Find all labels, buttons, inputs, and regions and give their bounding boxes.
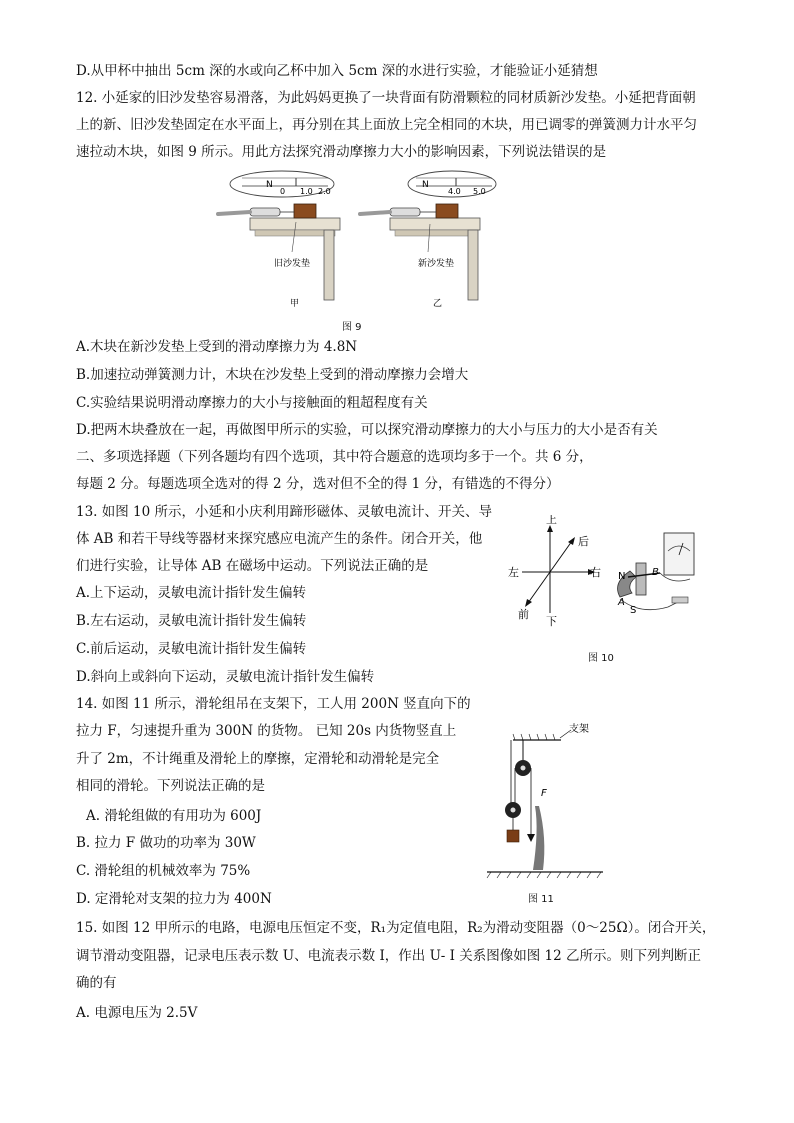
q14-stem-line2: 拉力 F，匀速提升重为 300N 的货物。 已知 20s 内货物竖直上	[76, 723, 457, 739]
q14-option-d: D. 定滑轮对支架的拉力为 400N	[76, 891, 272, 907]
fig10-right: 右	[590, 566, 601, 579]
q13-stem-line3: 们进行实验，让导体 AB 在磁场中运动。下列说法正确的是	[76, 558, 429, 574]
q15-option-a: A. 电源电压为 2.5V	[76, 1005, 198, 1021]
q13-stem-line1: 13. 如图 10 所示，小延和小庆利用蹄形磁体、灵敏电流计、开关、导	[76, 504, 493, 520]
q14-stem-line1: 14. 如图 11 所示，滑轮组吊在支架下，工人用 200N 竖直向下的	[76, 696, 471, 712]
q14-option-c: C. 滑轮组的机械效率为 75%	[76, 863, 251, 879]
fig9-right-pad-label: 新沙发垫	[418, 259, 455, 269]
fig9-right-tick-1: 4.0	[448, 187, 461, 196]
fig9-left-tick-2: 2.0	[318, 187, 331, 196]
fig11-support-label: 支架	[569, 724, 589, 735]
fig9-left-pad-label: 旧沙发垫	[274, 259, 311, 269]
section2-scoring: 每题 2 分。每题选项全选对的得 2 分，选对但不全的得 1 分，有错选的不得分）	[76, 476, 560, 492]
fig10-n: N	[618, 571, 626, 582]
q14-option-b: B. 拉力 F 做功的功率为 30W	[76, 835, 256, 851]
figure-10	[500, 515, 710, 640]
q12-stem-line2: 上的新、旧沙发垫固定在水平面上，再分别在其上面放上完全相同的木块，用已调零的弹簧测力计水平匀	[76, 117, 697, 133]
q12-option-c: C.实验结果说明滑动摩擦力的大小与接触面的粗超程度有关	[76, 395, 428, 411]
q13-option-d: D.斜向上或斜向下运动，灵敏电流计指针发生偏转	[76, 669, 375, 685]
q13-option-c: C.前后运动，灵敏电流计指针发生偏转	[76, 641, 307, 657]
q15-stem-line1: 15. 如图 12 甲所示的电路，电源电压恒定不变，R₁为定值电阻，R₂为滑动变阻器（0～25Ω）。闭合开关，	[76, 920, 716, 936]
fig9-right-setup	[360, 171, 496, 309]
fig9-left-setup	[218, 171, 340, 309]
figure-11-caption: 图 11	[528, 894, 554, 905]
figure-9	[200, 166, 500, 316]
section2-heading: 二、多项选择题（下列各题均有四个选项，其中符合题意的选项均多于一个。共 6 分，	[76, 449, 593, 465]
q13-stem-line2: 体 AB 和若干导线等器材来探究感应电流产生的条件。闭合开关，他	[76, 531, 483, 547]
q11-option-d: D.从甲杯中抽出 5cm 深的水或向乙杯中加入 5cm 深的水进行实验，才能验证小延猜想	[76, 63, 598, 79]
q12-option-d: D.把两木块叠放在一起，再做图甲所示的实验，可以探究滑动摩擦力的大小与压力的大小是否有关	[76, 422, 658, 438]
q15-stem-line3: 确的有	[76, 975, 117, 991]
q12-option-a: A.木块在新沙发垫上受到的滑动摩擦力为 4.8N	[76, 339, 358, 355]
fig10-a: A	[618, 597, 625, 608]
q13-option-b: B.左右运动，灵敏电流计指针发生偏转	[76, 613, 307, 629]
fig11-force-label: F	[541, 788, 547, 799]
fig9-right-unit: N	[422, 180, 429, 190]
figure-11	[485, 720, 605, 895]
fig10-left: 左	[508, 566, 519, 579]
q12-stem-line1: 12. 小延家的旧沙发垫容易滑落，为此妈妈更换了一块背面有防滑颗粒的同材质新沙发垫。小延把背面朝	[76, 90, 696, 106]
fig10-back: 后	[578, 535, 589, 548]
fig9-left-unit: N	[266, 180, 273, 190]
q14-option-a: A. 滑轮组做的有用功为 600J	[86, 808, 262, 824]
fig10-b: B	[652, 567, 659, 578]
q12-stem-line3: 速拉动木块，如图 9 所示。用此方法探究滑动摩擦力大小的影响因素，下列说法错误的是	[76, 144, 607, 160]
fig9-left-tick-1: 1.0	[300, 187, 313, 196]
fig9-right-tick-2: 5.0	[473, 187, 486, 196]
fig10-front: 前	[518, 608, 529, 621]
q13-option-a: A.上下运动，灵敏电流计指针发生偏转	[76, 585, 307, 601]
fig9-label-jia: 甲	[290, 299, 300, 309]
q14-stem-line4: 相同的滑轮。下列说法正确的是	[76, 778, 265, 794]
fig9-label-yi: 乙	[433, 299, 443, 309]
q14-stem-line3: 升了 2m，不计绳重及滑轮上的摩擦，定滑轮和动滑轮是完全	[76, 751, 440, 767]
fig9-left-tick-0: 0	[280, 187, 286, 196]
fig10-down: 下	[546, 615, 557, 628]
figure-10-caption: 图 10	[588, 653, 614, 664]
q15-stem-line2: 调节滑动变阻器，记录电压表示数 U、电流表示数 I，作出 U- I 关系图像如图 12 乙所示。则下列判断正	[76, 948, 701, 964]
fig10-up: 上	[546, 515, 557, 526]
fig10-s: S	[630, 605, 637, 616]
q12-option-b: B.加速拉动弹簧测力计，木块在沙发垫上受到的滑动摩擦力会增大	[76, 367, 469, 383]
figure-9-caption: 图 9	[342, 322, 362, 333]
